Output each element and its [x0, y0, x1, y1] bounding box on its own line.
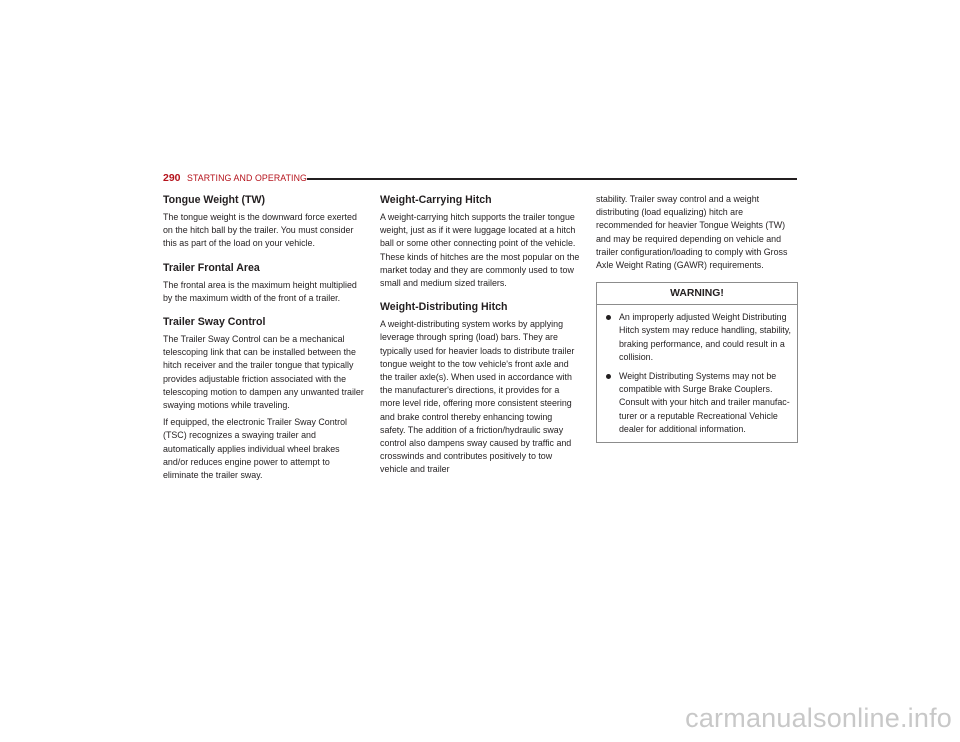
warning-item-text: An improperly adjusted Weight Distributing Hitch system may reduce handling, stability, braking performance, and could result in a collision. — [619, 312, 791, 362]
warning-item — [605, 370, 791, 436]
body-sway-control-2: If equipped, the electronic Trailer Sway Control (TSC) recognizes a swaying trailer and automatically applies individual wheel brakes and/or reduces engine power to attempt to eliminate the trailer sway. — [163, 417, 348, 481]
warning-box — [596, 282, 798, 443]
page-header — [163, 172, 797, 186]
page-number: 290 — [163, 172, 181, 184]
body-frontal-area: The frontal area is the maximum height multiplied by the maximum width of the front of a trailer. — [163, 279, 357, 303]
warning-item — [605, 311, 791, 364]
body-tongue-weight: The tongue weight is the downward force exerted on the hitch ball by the trailer. You must consider this as part of the load on your vehicle. — [163, 212, 357, 249]
heading-frontal-area: Trailer Frontal Area — [163, 261, 260, 274]
body-weight-carrying-hitch: A weight-carrying hitch supports the trailer tongue weight, just as if it were luggage located at a hitch ball or some other connecting point of the vehicle. These kinds of hitches are the most popular on the market today and they are commonly used to tow small and medium sized trailers. — [380, 212, 580, 289]
body-weight-distributing-hitch: A weight-distributing system works by applying leverage through spring (load) bars. They are typically used for heavier loads to distribute trailer tongue weight to the tow vehicle's front axle and the trailer axle(s). When used in accordance with the manufacturer's directions, it provides for a more level ride, offering more consistent steering and brake control thereby enhancing towing safety. The addition of a friction/hydraulic sway control also dampens sway caused by traffic and crosswinds and contributes positively to tow vehicle and trailer — [380, 319, 575, 475]
body-sway-control-1: The Trailer Sway Control can be a mechanical telescoping link that can be installed between the hitch receiver and the trailer tongue that typically provides adjustable friction associated with the telescoping motion to dampen any unwanted trailer swaying motions while traveling. — [163, 334, 364, 411]
column-3 — [596, 193, 798, 443]
warning-item-text: Weight Distributing Systems may not be compatible with Surge Brake Couplers. Consult with your hitch and trailer manufac-turer or a reputable Recreational Vehicle dealer for additional information. — [619, 371, 790, 434]
watermark: carmanualsonline.info — [685, 703, 952, 733]
heading-tongue-weight: Tongue Weight (TW) — [163, 194, 265, 206]
section-title: STARTING AND OPERATING — [187, 173, 307, 183]
warning-list — [597, 305, 797, 442]
bullet-icon — [606, 374, 611, 379]
bullet-icon — [606, 315, 611, 320]
heading-weight-distributing-hitch: Weight-Distributing Hitch — [380, 301, 508, 314]
column-1 — [163, 193, 365, 492]
warning-title: WARNING! — [597, 283, 797, 305]
body-continued: stability. Trailer sway control and a weight distributing (load equalizing) hitch are recommended for heavier Tongue Weights (TW) and may be required depending on vehicle and trailer configuration/loading to comply with Gross Axle Weight Rating (GAWR) requirements. — [596, 194, 788, 271]
header-rule — [307, 178, 797, 180]
column-2 — [380, 193, 580, 487]
heading-sway-control: Trailer Sway Control — [163, 316, 266, 329]
heading-weight-carrying-hitch: Weight-Carrying Hitch — [380, 194, 492, 206]
